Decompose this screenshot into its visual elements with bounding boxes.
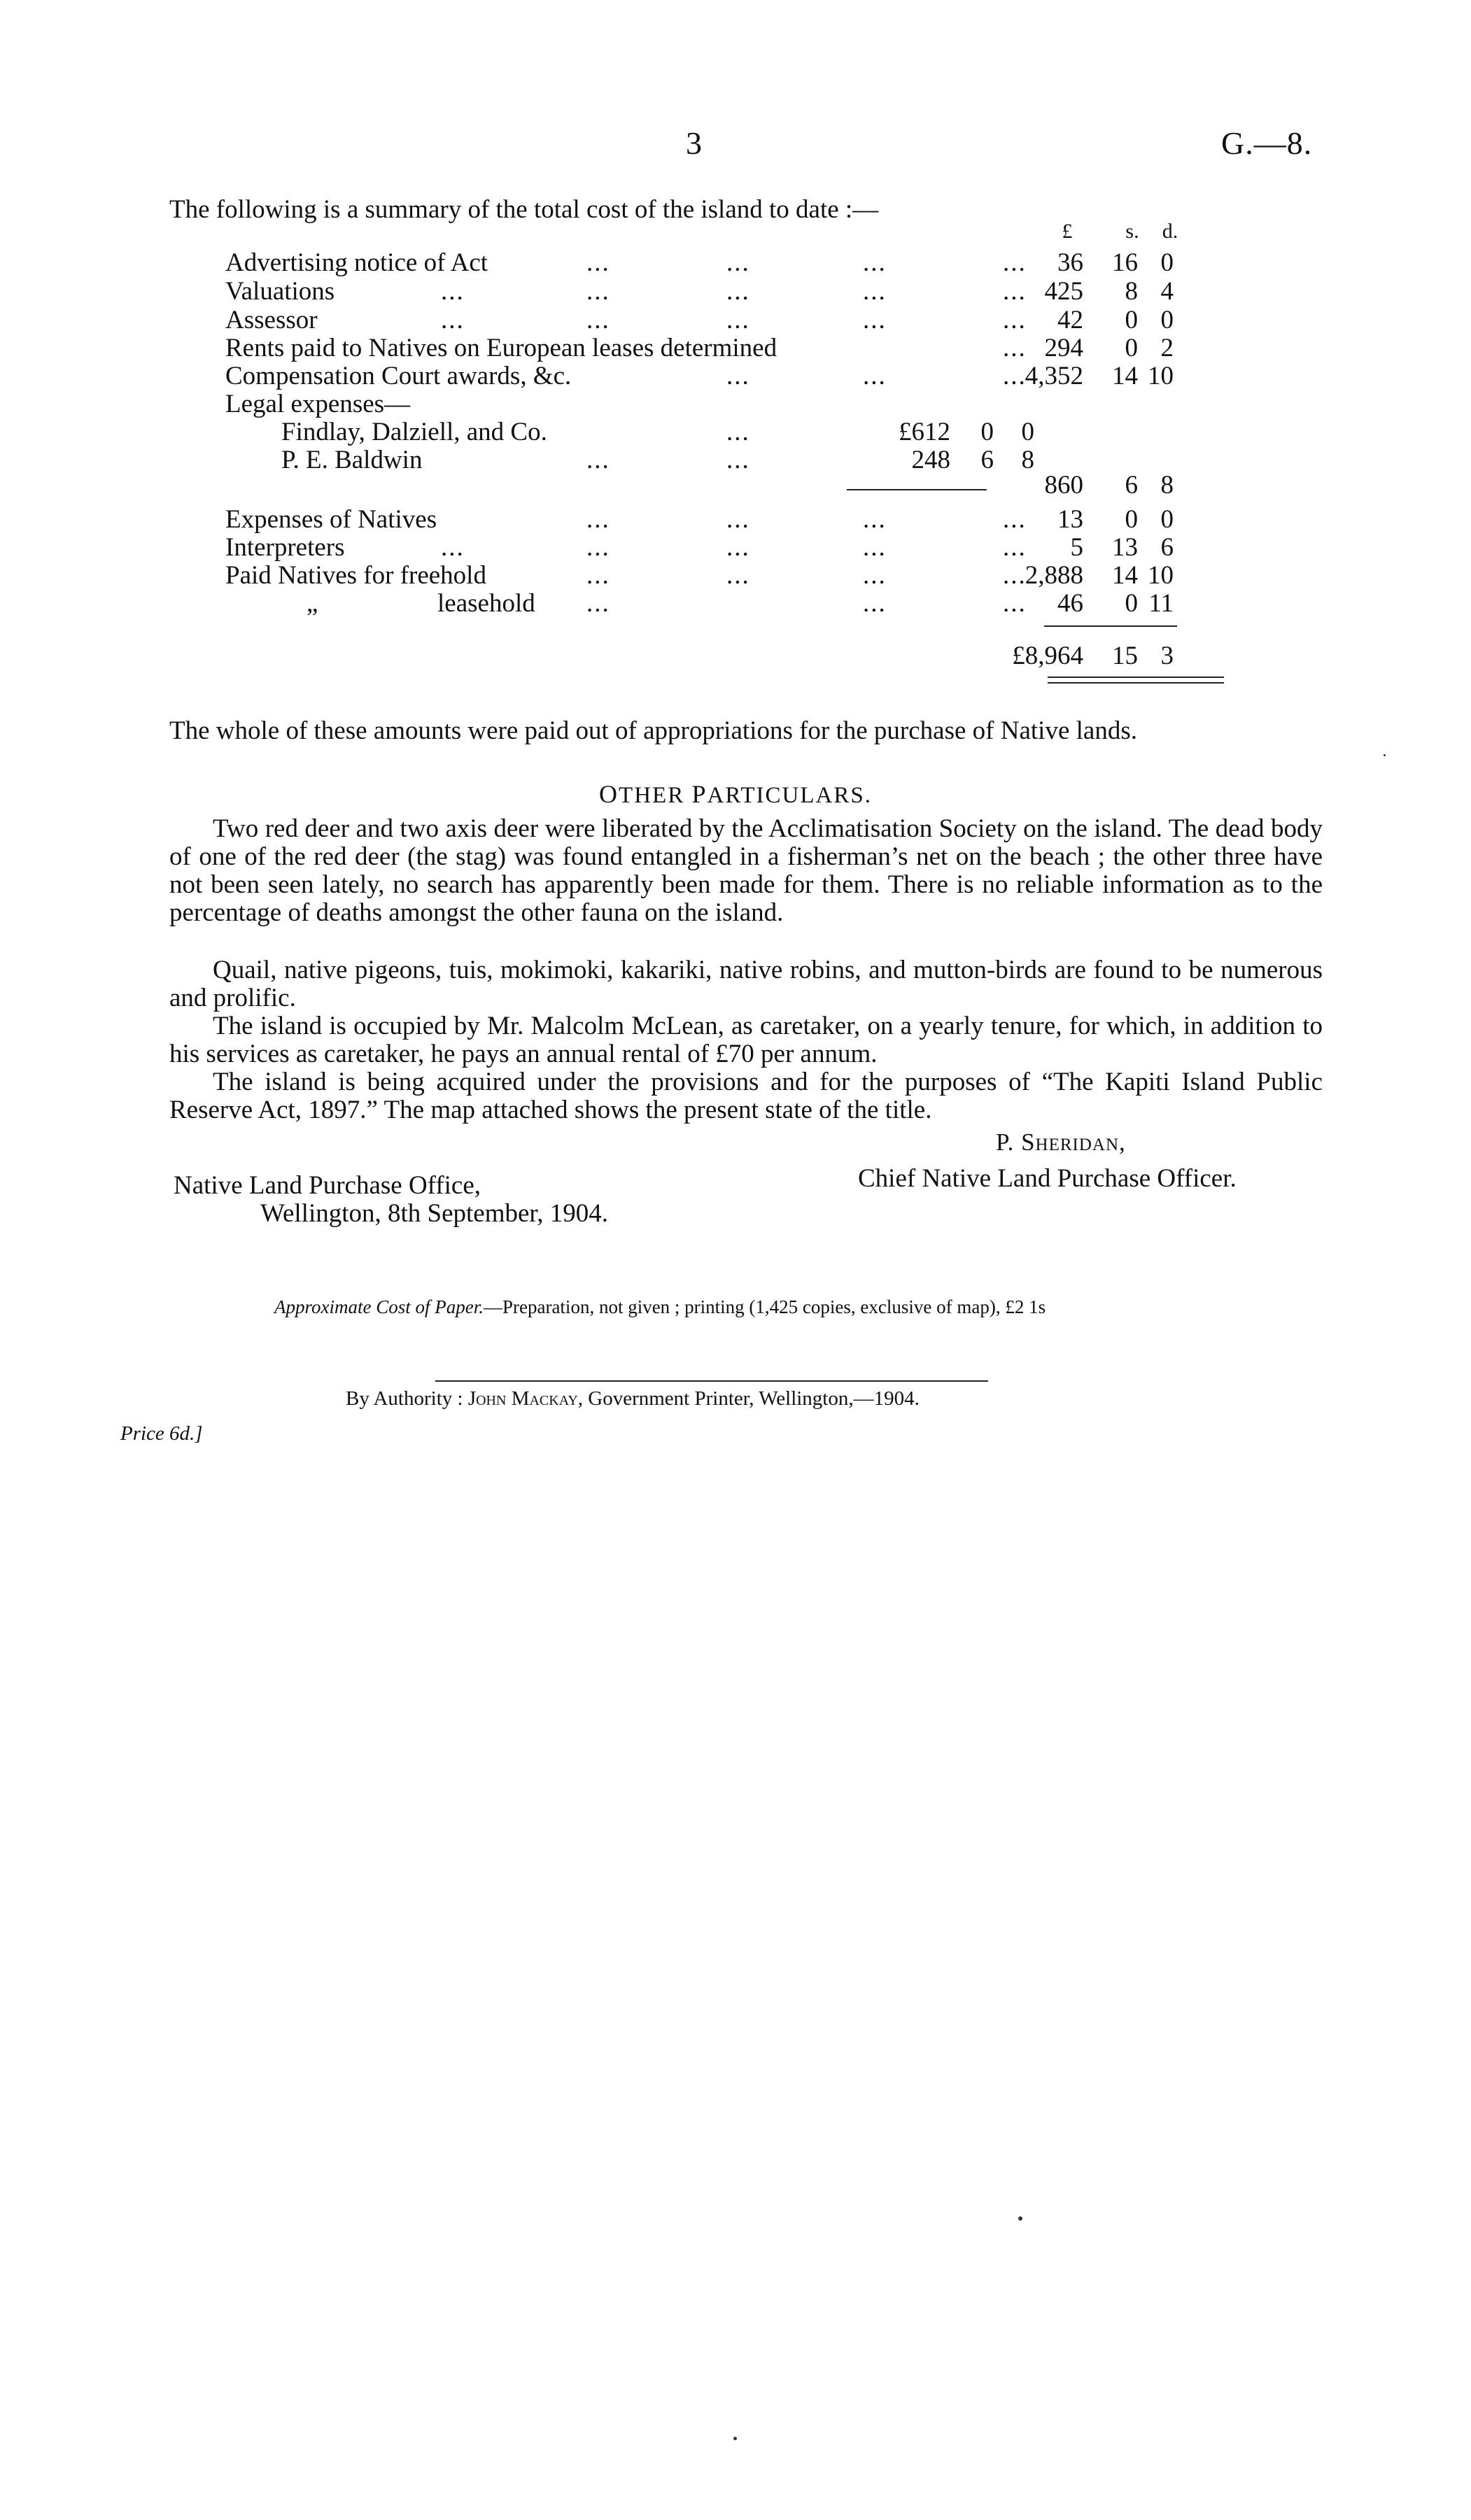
cost-row-expenses-natives (0, 504, 1471, 532)
leader-dots: ... (586, 561, 610, 590)
inner-shillings-value: 6 (980, 446, 994, 474)
shillings-value: 16 (1112, 248, 1138, 277)
row-label: Legal expenses— (225, 390, 411, 418)
signatory-title: Chief Native Land Purchase Officer. (858, 1164, 1237, 1193)
shillings-value: 14 (1112, 362, 1138, 390)
cost-row-assessor (0, 305, 1471, 333)
pounds-value: 36 (1057, 248, 1083, 277)
leader-dots: ... (863, 277, 887, 306)
footer-rule (435, 1380, 988, 1382)
inner-pence-value: 0 (1021, 418, 1034, 446)
printing-authority: By Authority : John Mackay, Government Printer, Wellington,—1904. (346, 1387, 920, 1410)
total-double-rule-2 (1048, 682, 1224, 684)
page-number: 3 (686, 125, 702, 161)
pence-value: 0 (1160, 505, 1174, 534)
leader-dots: ... (1003, 505, 1027, 534)
leader-dots: ... (726, 505, 750, 534)
total-double-rule-1 (1048, 677, 1224, 678)
cost-row-advertising (0, 248, 1471, 276)
shillings-value: 14 (1112, 561, 1138, 590)
pounds-value: 5 (1070, 533, 1083, 562)
row-label: Assessor (225, 306, 318, 334)
cost-row-rents (0, 333, 1471, 361)
column-header-pounds: £ (1062, 220, 1073, 243)
price-note: Price 6d.] (120, 1422, 203, 1445)
shillings-value: 13 (1112, 533, 1138, 562)
inner-pounds-value: 248 (911, 446, 950, 474)
cost-row-interpreters (0, 532, 1471, 560)
paragraph-acquisition: The island is being acquired under the provisions and for the purposes of “The Kapiti Island Public Reserve Act, 1897.” The map attached shows the present state of the title. (169, 1068, 1323, 1124)
leader-dots: ... (1003, 561, 1027, 590)
leader-dots: ... (1003, 589, 1027, 618)
leader-dots: ... (863, 248, 887, 277)
leader-dots: ... (863, 505, 887, 534)
pounds-value: 46 (1057, 589, 1083, 618)
paragraph-caretaker: The island is occupied by Mr. Malcolm McLean, as caretaker, on a yearly tenure, for which, in addition to his services as caretaker, he pays an annual rental of £70 per annum. (169, 1012, 1323, 1068)
pence-value: 8 (1160, 471, 1174, 500)
paper-cost-note: Approximate Cost of Paper.—Preparation, not given ; printing (1,425 copies, exclusive of map), £2 1s (274, 1296, 1046, 1317)
pounds-value: 42 (1057, 306, 1083, 334)
pence-value: 0 (1160, 248, 1174, 277)
row-label: Valuations (225, 277, 335, 306)
cost-row-valuations (0, 276, 1471, 304)
paragraph-birds: Quail, native pigeons, tuis, mokimoki, kakariki, native robins, and mutton-birds are found to be numerous and prolific. (169, 956, 1323, 1012)
leader-dots: ... (863, 589, 887, 618)
leader-dots: ... (726, 561, 750, 590)
row-label: Advertising notice of Act (225, 248, 488, 277)
leader-dots: ... (586, 446, 610, 474)
leader-dots: ... (586, 277, 610, 306)
leader-dots: ... (1003, 277, 1027, 306)
inner-pence-value: 8 (1021, 446, 1034, 474)
pounds-value: 13 (1057, 505, 1083, 534)
leader-dots: ... (1003, 362, 1027, 390)
shillings-value: 6 (1125, 471, 1138, 500)
leader-dots: ... (1003, 533, 1027, 562)
scan-speck (733, 2437, 737, 2440)
leader-dots: ... (726, 362, 750, 390)
pence-value: 11 (1148, 589, 1174, 618)
pence-value: 0 (1160, 306, 1174, 334)
summary-intro: The following is a summary of the total cost of the island to date :— (169, 195, 879, 224)
shillings-value: 0 (1125, 505, 1138, 534)
inner-shillings-value: 0 (980, 418, 994, 446)
pence-value: 10 (1148, 362, 1174, 390)
leader-dots: ... (1003, 306, 1027, 334)
cost-row-compensation (0, 361, 1471, 389)
cost-row-freehold (0, 560, 1471, 588)
cost-row-leasehold (0, 588, 1471, 616)
pounds-value: 425 (1044, 277, 1083, 306)
leader-dots: ... (586, 248, 610, 277)
leader-dots: ... (726, 446, 750, 474)
row-label: leasehold (437, 589, 535, 618)
legal-row-findlay (0, 417, 1471, 445)
leader-dots: ... (586, 589, 610, 618)
legal-expenses-heading (0, 389, 1471, 417)
office-name: Native Land Purchase Office, (174, 1171, 481, 1200)
leader-dots: ... (1003, 334, 1027, 362)
place-and-date: Wellington, 8th September, 1904. (260, 1199, 609, 1228)
pounds-value: 294 (1044, 334, 1083, 362)
leader-dots: ... (441, 306, 465, 334)
row-label: Interpreters (225, 533, 345, 562)
shillings-value: 0 (1125, 334, 1138, 362)
legal-row-baldwin (0, 445, 1471, 473)
leader-dots: ... (726, 306, 750, 334)
total-rule-top (1044, 625, 1177, 627)
row-label: Rents paid to Natives on European leases determined (225, 334, 777, 362)
total-pence-value: 3 (1160, 642, 1174, 670)
funding-statement: The whole of these amounts were paid out of appropriations for the purchase of Native lands. (169, 716, 1137, 745)
leader-dots: ... (441, 533, 465, 562)
inner-pounds-value: £612 (899, 418, 950, 446)
total-pounds-value: £8,964 (1012, 642, 1083, 670)
leader-dots: ... (863, 533, 887, 562)
pence-value: 6 (1160, 533, 1174, 562)
pounds-value: 860 (1044, 471, 1083, 500)
document-reference: G.—8. (1221, 125, 1313, 161)
pounds-value: 4,352 (1025, 362, 1083, 390)
total-shillings-value: 15 (1112, 642, 1138, 670)
scan-speck (1018, 2216, 1022, 2221)
leader-dots: ... (863, 306, 887, 334)
ditto-mark: „ (307, 589, 318, 618)
shillings-value: 8 (1125, 277, 1138, 306)
row-label: P. E. Baldwin (281, 446, 423, 474)
leader-dots: ... (1003, 248, 1027, 277)
section-heading-other-particulars: OTHER PARTICULARS. (599, 780, 872, 808)
total-row (0, 641, 1471, 669)
pounds-value: 2,888 (1025, 561, 1083, 590)
row-label: Paid Natives for freehold (225, 561, 486, 590)
row-label: Findlay, Dalziell, and Co. (281, 418, 547, 446)
leader-dots: ... (441, 277, 465, 306)
paragraph-deer: Two red deer and two axis deer were liberated by the Acclimatisation Society on the island. The dead body of one of the red deer (the stag) was found entangled in a fisherman’s net on the beach ; the other three have not been seen lately, no search has apparently been made for them. There is no reliable information as to the percentage of deaths amongst the other fauna on the island. (169, 814, 1323, 927)
signatory-name: P. Sheridan, (996, 1128, 1126, 1156)
leader-dots: ... (586, 505, 610, 534)
shillings-value: 0 (1125, 306, 1138, 334)
leader-dots: ... (586, 533, 610, 562)
pence-value: 10 (1148, 561, 1174, 590)
column-header-shillings: s. (1125, 220, 1139, 243)
scan-speck (1384, 754, 1386, 756)
leader-dots: ... (726, 248, 750, 277)
column-header-pence: d. (1162, 220, 1178, 243)
leader-dots: ... (863, 362, 887, 390)
leader-dots: ... (726, 533, 750, 562)
row-label: Compensation Court awards, &c. (225, 362, 572, 390)
shillings-value: 0 (1125, 589, 1138, 618)
legal-subtotal-row (0, 470, 1471, 498)
leader-dots: ... (726, 418, 750, 446)
leader-dots: ... (863, 561, 887, 590)
leader-dots: ... (726, 277, 750, 306)
row-label: Expenses of Natives (225, 505, 437, 534)
pence-value: 4 (1160, 277, 1174, 306)
leader-dots: ... (586, 306, 610, 334)
pence-value: 2 (1160, 334, 1174, 362)
